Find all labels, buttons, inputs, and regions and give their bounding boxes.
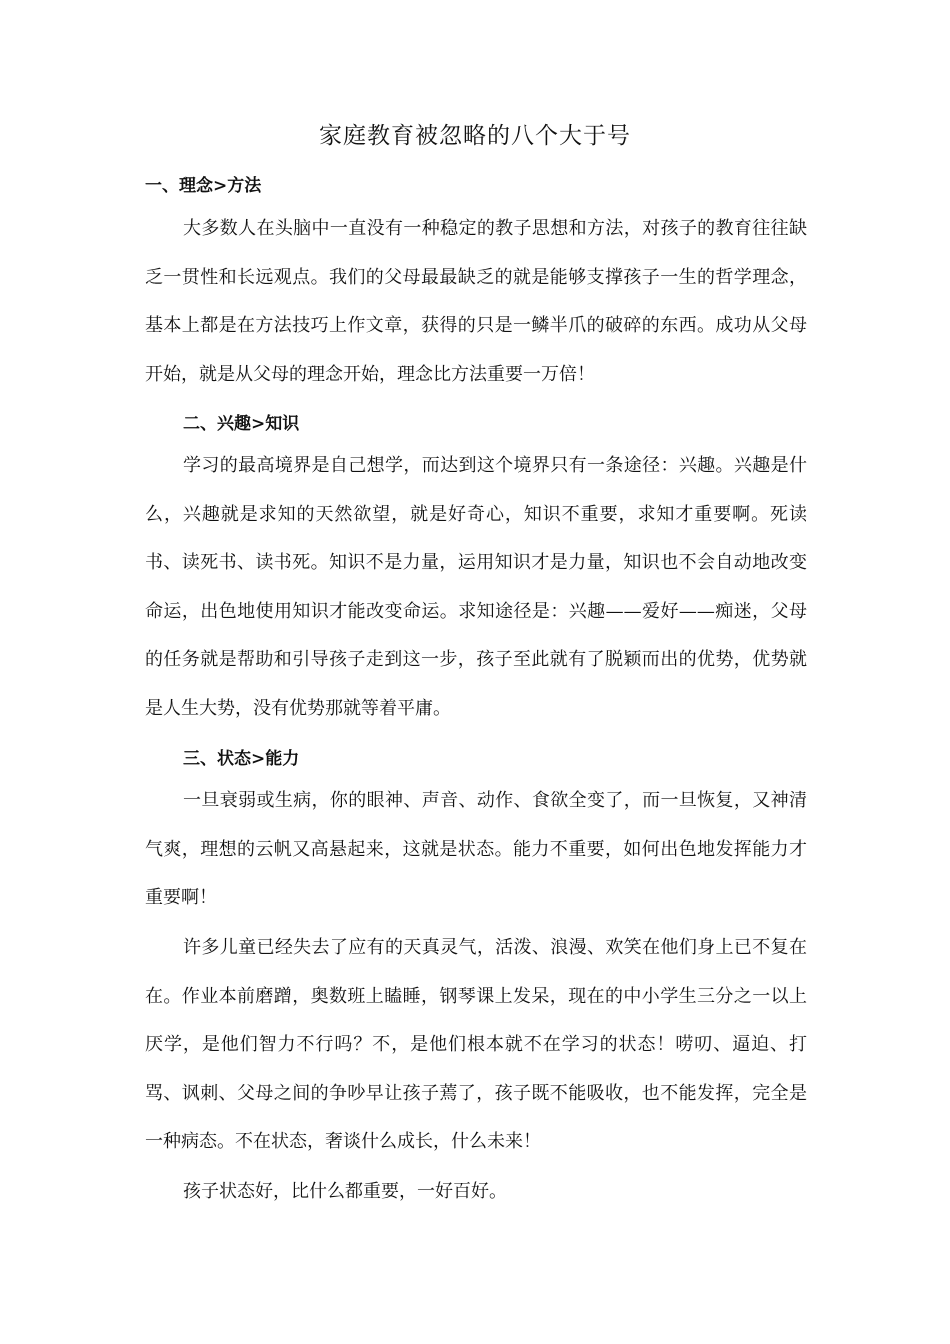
section-3-paragraph-1: 一旦衰弱或生病，你的眼神、声音、动作、食欲全变了，而一旦恢复，又神清气爽，理想的云帆又高悬起来，这就是状态。能力不重要，如何出色地发挥能力才重要啊！: [145, 790, 807, 908]
document-title: 家庭教育被忽略的八个大于号: [319, 123, 631, 149]
section-2-paragraph-1: 学习的最高境界是自己想学，而达到这个境界只有一条途径：兴趣。兴趣是什么，兴趣就是求知的天然欲望，就是好奇心，知识不重要，求知才重要啊。死读书、读死书、读书死。知识不是力量，运用知识才是力量，知识也不会自动地改变命运，出色地使用知识才能改变命运。求知途径是：兴趣——爱好——痴迷，父母的任务就是帮助和引导孩子走到这一步，孩子至此就有了脱颖而出的优势，优势就是人生大势，没有优势那就等着平庸。: [145, 455, 807, 719]
section-1-paragraph-1: 大多数人在头脑中一直没有一种稳定的教子思想和方法，对孩子的教育往往缺乏一贯性和长远观点。我们的父母最最缺乏的就是能够支撑孩子一生的哲学理念，基本上都是在方法技巧上作文章，获得的只是一鳞半爪的破碎的东西。成功从父母开始，就是从父母的理念开始，理念比方法重要一万倍！: [145, 218, 807, 385]
section-heading-1: 一、理念>方法: [145, 176, 262, 196]
section-3-paragraph-2: 许多儿童已经失去了应有的天真灵气，活泼、浪漫、欢笑在他们身上已不复在在。作业本前磨蹭，奥数班上瞌睡，钢琴课上发呆，现在的中小学生三分之一以上厌学，是他们智力不行吗？不，是他们根本就不在学习的状态！唠叨、逼迫、打骂、讽刺、父母之间的争吵早让孩子蔫了，孩子既不能吸收，也不能发挥，完全是一种病态。不在状态，奢谈什么成长，什么未来！: [145, 937, 807, 1152]
section-heading-3: 三、状态>能力: [183, 749, 300, 769]
section-heading-2: 二、兴趣>知识: [183, 414, 300, 434]
section-3-paragraph-3: 孩子状态好，比什么都重要，一好百好。: [183, 1181, 507, 1202]
